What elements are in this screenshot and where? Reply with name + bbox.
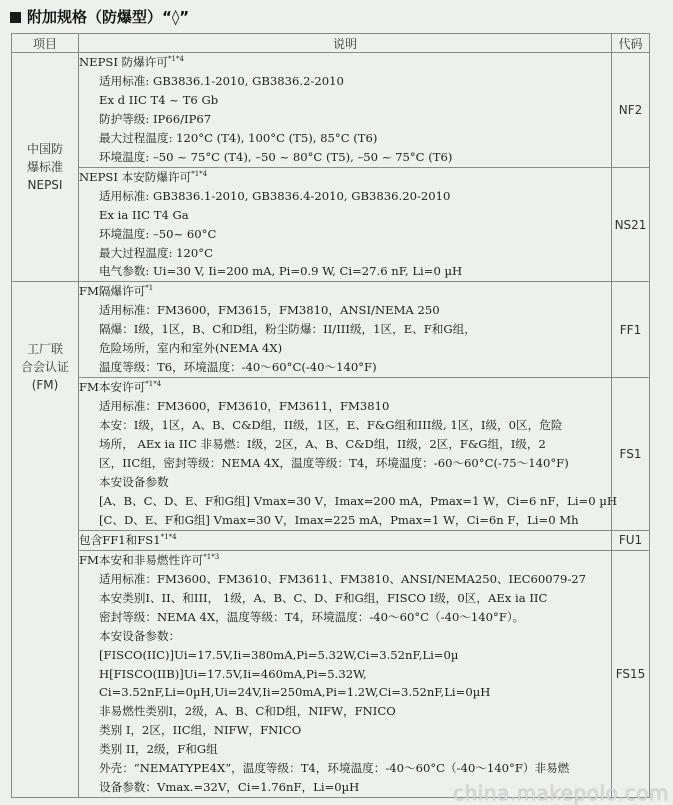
header-item: 项目 [12,34,79,53]
code-ns21: NS21 [612,167,650,282]
code-fs15: FS15 [612,550,650,797]
desc-fu1: 包含FF1和$FS1^{*1*4}$ [79,530,612,550]
code-nf2: NF2 [612,53,650,168]
group-nepsi-label: 中国防 爆标准 NEPSI [12,53,79,282]
code-fu1: FU1 [612,530,650,550]
page-title [10,6,189,28]
desc-ff1: FM隔爆许可$^{*1}$ 适用标准：FM3600，FM3615，FM3810，ANSI/NEMA 250 隔爆：I级，1区，B、C和D组，粉尘防爆：II/III级，1区，E、F和G组， 危险场所，室内和室外(NEMA 4X) 温度等级：T6，环境温度：-40～60°C(-40～140°F) [79,282,612,378]
desc-fs1: FM本安许可$^{*1*4}$ 适用标准：FM3600，FM3610，FM3611，FM3810 本安：I级，1区，A、B、C&D组，II级，1区，E、F&G组和III级, 1区，I级，0区，危险 场所， AEx ia IIC 非易燃：I级，2区，A、B、C&D组，II级，2区，F&G组，I级，2 区，IIC组，密封等级：NEMA 4X，温度等级：T4，环境温度：-60～60°C(-75～140°F) 本安设备参数 [A、B、C、D、E、F和G组] Vmax=30 V，Imax=200 mA，Pmax=1 W，Ci=6 nF，Li=0 µH [C、D、E、F和G组] Vmax=30 V，Imax=225 mA，Pmax=1 W，Ci=6n F，Li=0 Mh [79,378,612,531]
table-row [12,53,650,168]
header-description: 说明 [79,34,612,53]
group-fm-label: 工厂联 合会认证 (FM) [12,282,79,798]
table-row [12,167,650,282]
desc-nf2: NEPSI 防爆许可$^{*1*4}$ 适用标准: GB3836.1-2010, GB3836.2-2010 Ex d IIC T4 ~ T6 Gb 防护等级: IP66/IP67 最大过程温度: 120°C (T4), 100°C (T5), 85°C (T6) 环境温度: –50 ~ 75°C (T4), –50 ~ 80°C (T5), –50 ~ 75°C (T6) [79,53,612,168]
table-row [12,282,650,378]
table-row [12,550,650,797]
header-code: 代码 [612,34,650,53]
desc-ns21: NEPSI 本安防爆许可$^{*1*4}$ 适用标准: GB3836.1-2010, GB3836.4-2010, GB3836.20-2010 Ex ia IIC T4 Ga 环境温度: –50~ 60°C 最大过程温度: 120°C 电气参数: Ui=30 V, Ii=200 mA, Pi=0.9 W, Ci=27.6 nF, Li=0 µH [79,167,612,282]
watermark-text: china.makepolo.com [453,781,669,805]
spec-table [11,33,650,798]
table-row [12,378,650,531]
table-row [12,530,650,550]
desc-fs15: FM本安和非易燃性许可$^{*1*3}$ 适用标准：FM3600、FM3610、FM3611、FM3810、ANSI/NEMA250、IEC60079-27 本安类别I、II、和III， 1级，A、B、C、D、F和G组，FISCO I级，0区，AEx ia IIC 密封等级：NEMA 4X，温度等级：T4，环境温度：-40～60°C（-40～140°F）。 本安设备参数： [FISCO(IIC)]Ui=17.5V,Ii=380mA,Pi=5.32W,Ci=3.52nF,Li=0µ H[FISCO(IIB)]Ui=17.5V,Ii=460mA,Pi=5.32W, Ci=3.52nF,Li=0µH,Ui=24V,Ii=250mA,Pi=1.2W,Ci=3.52nF,Li=0µH 非易燃性类别I，2级，A、B、C和D组，NIFW，FNICO 类别 I，2区，IIC组，NIFW，FNICO 类别 II，2级，F和G组 外壳：“NEMATYPE4X”，温度等级：T4，环境温度：-40～60°C（-40～140°F）非易燃 设备参数：Vmax.=32V，Ci=1.76nF，Li=0µH [79,550,612,797]
table-header-row [12,34,650,53]
square-bullet-icon [10,12,21,23]
page-title-text: 附加规格（防爆型）“◊” [27,8,190,26]
code-ff1: FF1 [612,282,650,378]
code-fs1: FS1 [612,378,650,531]
